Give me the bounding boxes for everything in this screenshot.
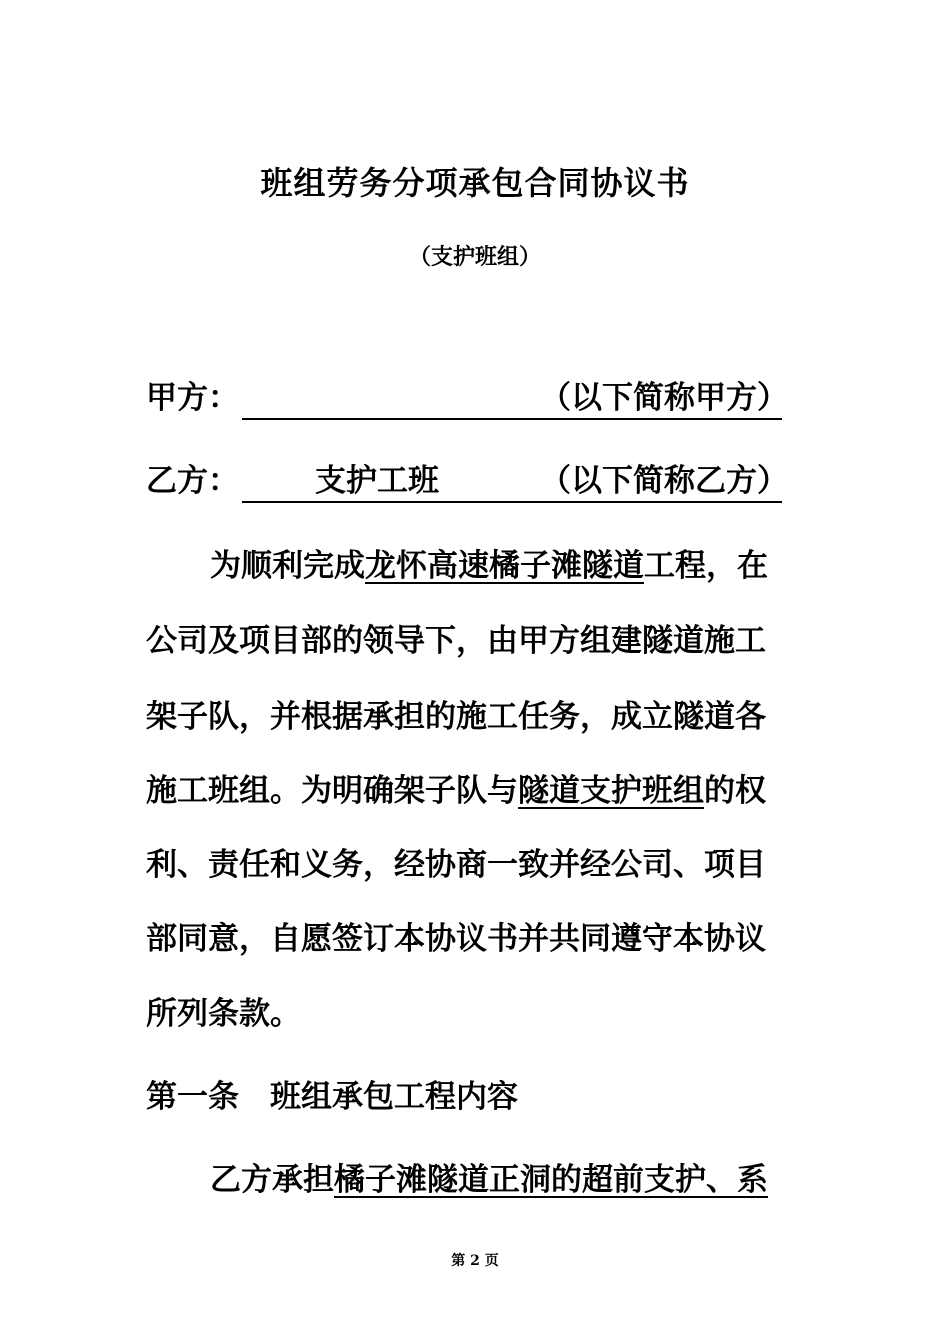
party-a-label: 甲方：	[146, 380, 239, 416]
paragraph1-line4-pre: 施工班组。为明确架子队与	[146, 773, 518, 809]
paragraph1-line4-post: 的权	[704, 773, 766, 809]
party-a-note: （以下简称甲方）	[540, 380, 788, 416]
article1-scope: 橘子滩隧道正洞的超前支护、系	[334, 1162, 768, 1198]
document-title: 班组劳务分项承包合同协议书	[260, 164, 690, 202]
paragraph1-line2: 公司及项目部的领导下，由甲方组建隧道施工	[146, 623, 766, 659]
document-subtitle: （支护班组）	[408, 244, 541, 270]
article1-line1	[210, 1160, 768, 1200]
paragraph1-line6: 部同意，自愿签订本协议书并共同遵守本协议	[146, 921, 766, 957]
article1-heading: 第一条 班组承包工程内容	[146, 1079, 518, 1115]
party-b-line	[146, 461, 788, 501]
party-b-note: （以下简称乙方）	[540, 463, 788, 499]
article1-line1-pre: 乙方承担	[210, 1162, 334, 1198]
project-name: 龙怀高速橘子滩隧道	[365, 548, 644, 584]
page-number: 第 2 页	[451, 1253, 499, 1269]
paragraph1-line1-pre: 为顺利完成	[210, 548, 365, 584]
team-name: 隧道支护班组	[518, 773, 704, 809]
party-b-label: 乙方：	[146, 463, 239, 499]
paragraph1-line7: 所列条款。	[146, 996, 301, 1032]
paragraph1-line4	[146, 771, 766, 811]
paragraph1-line1-post: 工程，在	[644, 548, 768, 584]
party-b-name: 支护工班	[315, 463, 439, 499]
paragraph1-line5: 利、责任和义务，经协商一致并经公司、项目	[146, 847, 766, 883]
paragraph1-line3: 架子队，并根据承担的施工任务，成立隧道各	[146, 699, 766, 735]
paragraph1-line1	[210, 546, 768, 586]
party-a-line	[146, 378, 788, 418]
